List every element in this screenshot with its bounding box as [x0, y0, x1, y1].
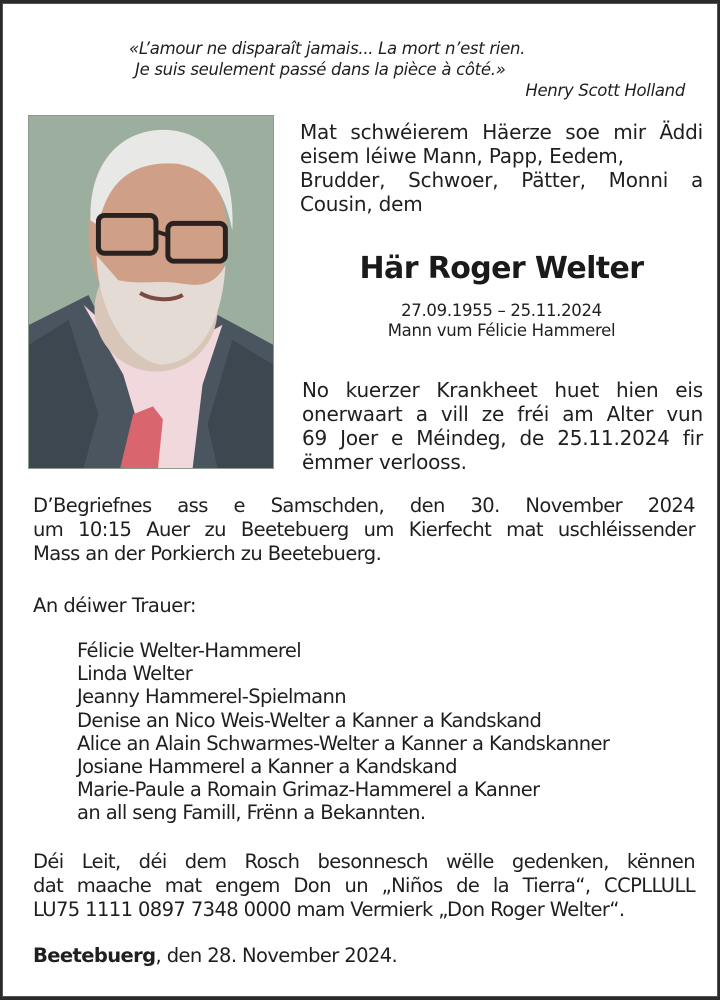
- quote-author: Henry Scott Holland: [525, 81, 685, 100]
- mourners-heading: An déiwer Trauer:: [33, 594, 196, 617]
- intro-text: [300, 120, 703, 216]
- death-notice-line: 69 Joer e Méindeg, de 25.11.2024 fir: [302, 426, 703, 450]
- portrait-illustration: [29, 116, 273, 468]
- donation-line: dat maache mat engem Don un „Niños de la Tierra“, CCPLLULL: [33, 874, 695, 897]
- mourner-entry: Félicie Welter-Hammerel: [77, 639, 302, 662]
- funeral-line: D’Begriefnes ass e Samschden, den 30. November 2024: [33, 494, 695, 517]
- mourner-entry: Alice an Alain Schwarmes-Welter a Kanner a Kandskanner: [77, 731, 610, 755]
- mourner-entry: Jeanny Hammerel-Spielmann: [77, 685, 347, 709]
- closing-place: Beetebuerg: [33, 944, 156, 967]
- mourner-entry: Denise an Nico Weis-Welter a Kanner a Kandskand: [77, 708, 542, 732]
- deceased-name: Här Roger Welter: [359, 251, 644, 286]
- mourner-entry: an all seng Famill, Frënn a Bekannten.: [77, 801, 426, 825]
- donation-line: Déi Leit, déi dem Rosch besonnesch wëlle gedenken, kënnen: [33, 850, 695, 873]
- intro-line: Cousin, dem: [300, 192, 423, 216]
- epigraph-quote: [113, 38, 685, 101]
- obituary-notice: [2, 3, 718, 997]
- life-dates: 27.09.1955 – 25.11.2024: [401, 301, 602, 320]
- mourner-entry: Linda Welter: [77, 662, 193, 686]
- spouse-note: Mann vum Félicie Hammerel: [387, 321, 616, 340]
- quote-line-2: Je suis seulement passé dans la pièce à côté.»: [135, 60, 506, 79]
- death-notice-line: ëmmer verlooss.: [302, 450, 467, 474]
- donation-line: LU75 1111 0897 7348 0000 mam Vermierk „Don Roger Welter“.: [33, 898, 625, 921]
- closing-place-date: [33, 944, 397, 968]
- mourner-entry: Josiane Hammerel a Kanner a Kandskand: [77, 755, 457, 779]
- mourner-entry: Marie-Paule a Romain Grimaz-Hammerel a Kanner: [77, 778, 540, 802]
- mourners-list: [77, 639, 717, 825]
- donation-notice: [33, 850, 695, 922]
- death-notice-text: [302, 378, 703, 474]
- funeral-line: um 10:15 Auer zu Beetebuerg um Kierfecht mat uschléissender: [33, 518, 695, 541]
- portrait-photo: [28, 115, 274, 469]
- funeral-line: Mass an der Porkierch zu Beetebuerg.: [33, 542, 382, 565]
- intro-line: eisem léiwe Mann, Papp, Eedem,: [300, 144, 624, 168]
- quote-line-1: «L’amour ne disparaît jamais... La mort n’est rien.: [129, 39, 526, 58]
- closing-date: , den 28. November 2024.: [155, 944, 398, 967]
- death-notice-line: No kuerzer Krankheet huet hien eis: [302, 378, 703, 402]
- death-notice-line: onerwaart a vill ze fréi am Alter vun: [302, 402, 703, 426]
- intro-line: Mat schwéierem Häerze soe mir Äddi: [300, 120, 703, 144]
- intro-line: Brudder, Schwoer, Pätter, Monni a: [300, 168, 703, 192]
- deceased-dates-block: [300, 301, 703, 341]
- funeral-details: [33, 494, 695, 566]
